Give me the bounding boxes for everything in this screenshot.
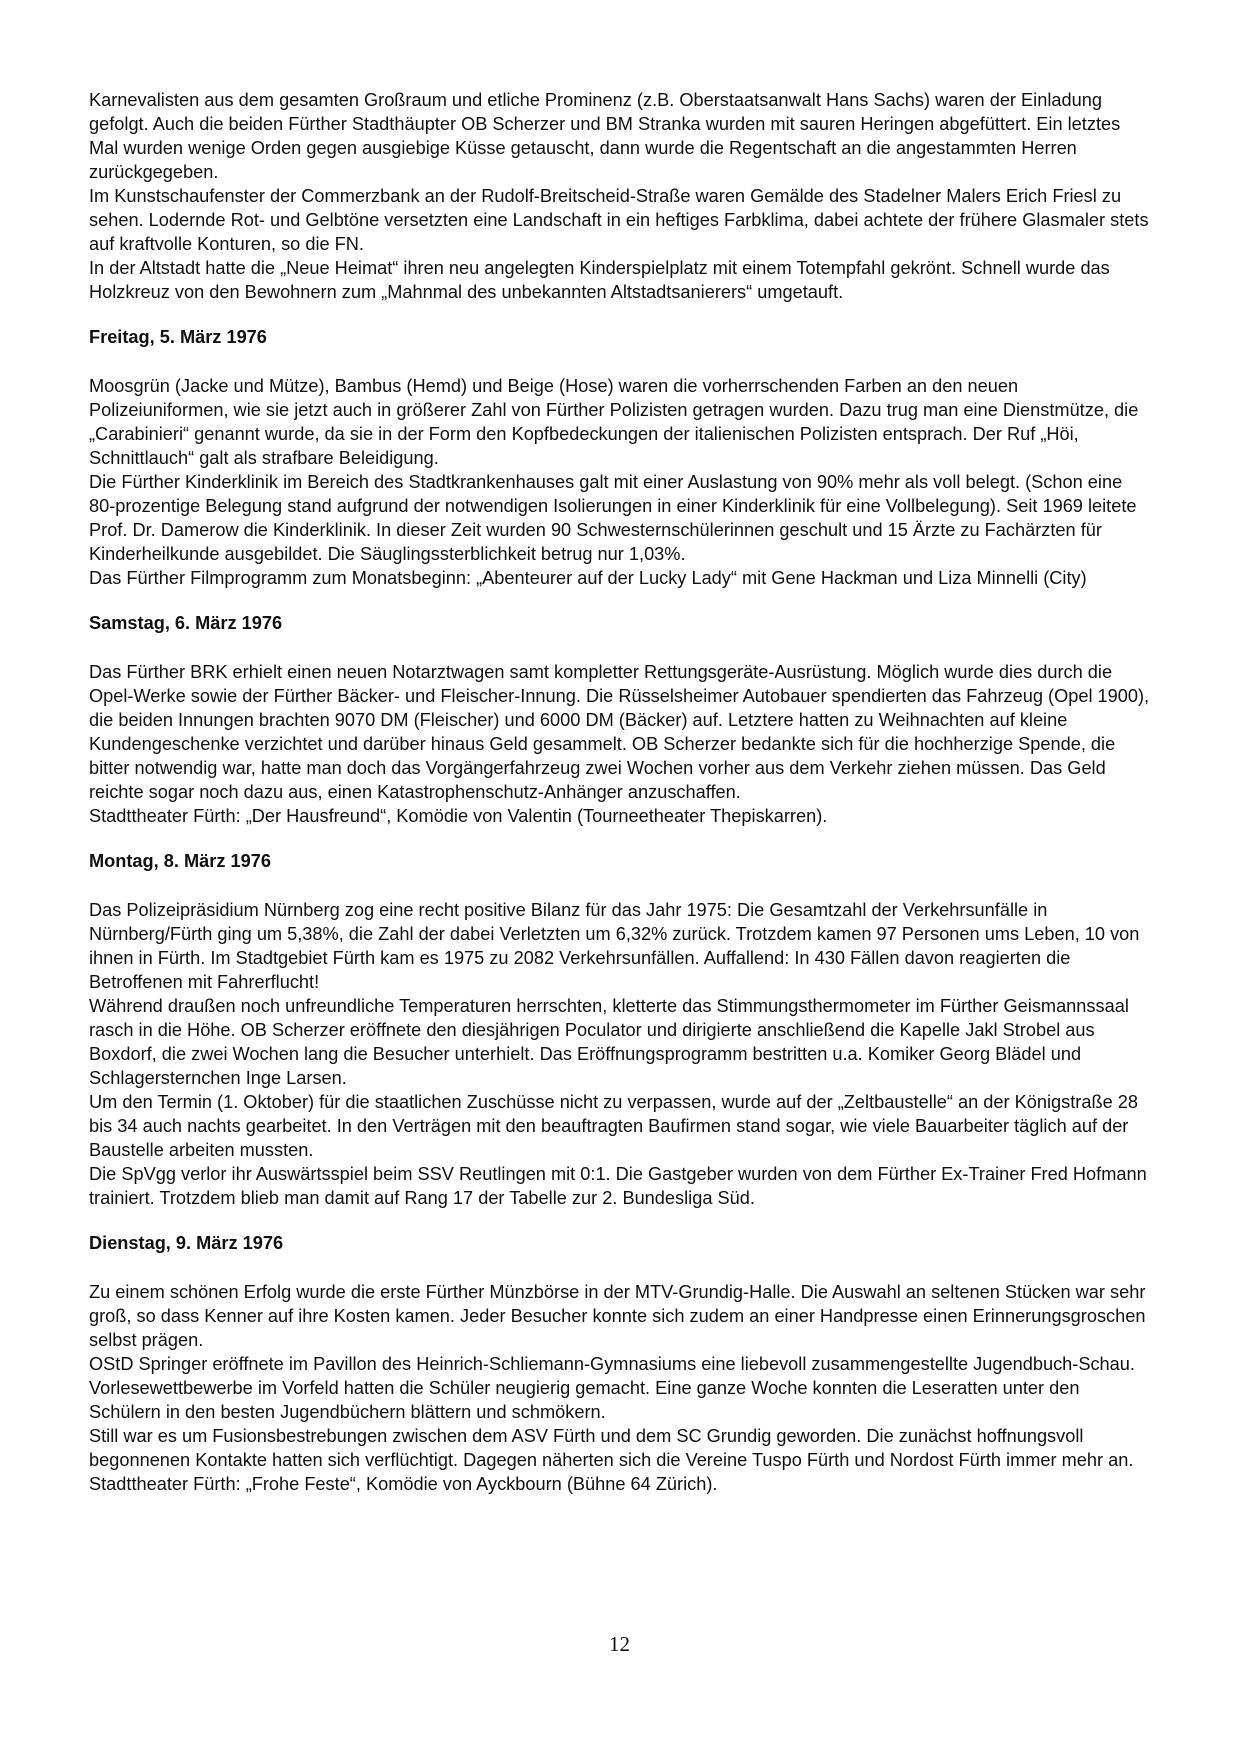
paragraph: OStD Springer eröffnete im Pavillon des Heinrich-Schliemann-Gymnasiums eine liebevoll zusammengestellte Jugendbuch-Schau. Vorlesewettbewerbe im Vorfeld hatten die Schüler neugierig gemacht. Eine ganze Woche konnten die Leseratten unter den Schülern in den besten Jugendbüchern blättern und schmökern. [89, 1354, 1135, 1422]
paragraph: Still war es um Fusionsbestrebungen zwischen dem ASV Fürth und dem SC Grundig geworden. Die zunächst hoffnungsvoll begonnenen Kontakte hatten sich verflüchtigt. Dagegen näherten sich die Vereine Tuspo Fürth und Nordost Fürth immer mehr an. [89, 1426, 1134, 1470]
paragraph: Die SpVgg verlor ihr Auswärtsspiel beim SSV Reutlingen mit 0:1. Die Gastgeber wurden von dem Fürther Ex-Trainer Fred Hofmann trainiert. Trotzdem blieb man damit auf Rang 17 der Tabelle zur 2. Bundesliga Süd. [89, 1164, 1147, 1208]
section-samstag [89, 611, 1151, 828]
section-heading: Freitag, 5. März 1976 [89, 327, 267, 347]
paragraph: Das Polizeipräsidium Nürnberg zog eine recht positive Bilanz für das Jahr 1975: Die Gesamtzahl der Verkehrsunfälle in Nürnberg/Fürth ging um 5,38%, die Zahl der dabei Verletzten um 6,32% zurück. Trotzdem kamen 97 Personen ums Leben, 10 von ihnen in Fürth. Im Stadtgebiet Fürth kam es 1975 zu 2082 Verkehrsunfällen. Auffallend: In 430 Fällen davon reagierten die Betroffenen mit Fahrerflucht! [89, 900, 1140, 992]
section-heading: Montag, 8. März 1976 [89, 851, 271, 871]
paragraph: Die Fürther Kinderklinik im Bereich des Stadtkrankenhauses galt mit einer Auslastung von 90% mehr als voll belegt. (Schon eine 80-prozentige Belegung stand aufgrund der notwendigen Isolierungen in einer Kinderklinik für eine Vollbelegung). Seit 1969 leitete Prof. Dr. Damerow die Kinderklinik. In dieser Zeit wurden 90 Schwesternschülerinnen geschult und 15 Ärzte zu Fachärzten für Kinderheilkunde ausgebildet. Die Säuglingssterblichkeit betrug nur 1,03%. [89, 472, 1137, 564]
section-heading: Samstag, 6. März 1976 [89, 613, 283, 633]
paragraph: Stadttheater Fürth: „Der Hausfreund“, Komödie von Valentin (Tourneetheater Thepiskarren). [89, 806, 828, 826]
paragraph: Während draußen noch unfreundliche Temperaturen herrschten, kletterte das Stimmungsthermometer im Fürther Geismannssaal rasch in die Höhe. OB Scherzer eröffnete den diesjährigen Poculator und dirigierte anschließend die Kapelle Jakl Strobel aus Boxdorf, die zwei Wochen lang die Besucher unterhielt. Das Eröffnungsprogramm bestritten u.a. Komiker Georg Blädel und Schlagersternchen Inge Larsen. [89, 996, 1129, 1088]
paragraph: Im Kunstschaufenster der Commerzbank an der Rudolf-Breitscheid-Straße waren Gemälde des Stadelner Malers Erich Friesl zu sehen. Lodernde Rot- und Gelbtöne versetzten eine Landschaft in ein heftiges Farbklima, dabei achtete der frühere Glasmaler stets auf kraftvolle Konturen, so die FN. [89, 186, 1149, 254]
paragraph: Das Fürther BRK erhielt einen neuen Notarztwagen samt kompletter Rettungsgeräte-Ausrüstung. Möglich wurde dies durch die Opel-Werke sowie der Fürther Bäcker- und Fleischer-Innung. Die Rüsselsheimer Autobauer spendierten das Fahrzeug (Opel 1900), die beiden Innungen brachten 9070 DM (Fleischer) und 6000 DM (Bäcker) auf. Letztere hatten zu Weihnachten auf kleine Kundengeschenke verzichtet und darüber hinaus Geld gesammelt. OB Scherzer bedankte sich für die hochherzige Spende, die bitter notwendig war, hatte man doch das Vorgängerfahrzeug zwei Wochen vorher aus dem Verkehr ziehen müssen. Das Geld reichte sogar noch dazu aus, einen Katastrophenschutz-Anhänger anzuschaffen. [89, 662, 1150, 802]
paragraph: Zu einem schönen Erfolg wurde die erste Fürther Münzbörse in der MTV-Grundig-Halle. Die Auswahl an seltenen Stücken war sehr groß, so dass Kenner auf ihre Kosten kamen. Jeder Besucher konnte sich zudem an einer Handpresse einen Erinnerungsgroschen selbst prägen. [89, 1282, 1146, 1350]
paragraph: Um den Termin (1. Oktober) für die staatlichen Zuschüsse nicht zu verpassen, wurde auf der „Zeltbaustelle“ an der Königstraße 28 bis 34 auch nachts gearbeitet. In den Verträgen mit den beauftragten Baufirmen stand sogar, wie viele Bauarbeiter täglich auf der Baustelle arbeiten mussten. [89, 1092, 1138, 1160]
section-montag [89, 849, 1151, 1210]
paragraph: In der Altstadt hatte die „Neue Heimat“ ihren neu angelegten Kinderspielplatz mit einem Totempfahl gekrönt. Schnell wurde das Holzkreuz von den Bewohnern zum „Mahnmal des unbekannten Altstadtsanierers“ umgetauft. [89, 258, 1110, 302]
section-dienstag [89, 1231, 1151, 1496]
paragraph: Das Fürther Filmprogramm zum Monatsbeginn: „Abenteurer auf der Lucky Lady“ mit Gene Hackman und Liza Minnelli (City) [89, 568, 1087, 588]
paragraph: Karnevalisten aus dem gesamten Großraum und etliche Prominenz (z.B. Oberstaatsanwalt Hans Sachs) waren der Einladung gefolgt. Auch die beiden Fürther Stadthäupter OB Scherzer und BM Stranka wurden mit sauren Heringen abgefüttert. Ein letztes Mal wurden wenige Orden gegen ausgiebige Küsse getauscht, dann wurde die Regentschaft an die angestammten Herren zurückgegeben. [89, 90, 1121, 182]
page-number: 12 [609, 1632, 630, 1656]
document-body [89, 88, 1151, 1496]
paragraph: Stadttheater Fürth: „Frohe Feste“, Komödie von Ayckbourn (Bühne 64 Zürich). [89, 1474, 718, 1494]
section-heading: Dienstag, 9. März 1976 [89, 1233, 284, 1253]
section-freitag [89, 325, 1151, 590]
intro-text [89, 88, 1151, 304]
paragraph: Moosgrün (Jacke und Mütze), Bambus (Hemd) und Beige (Hose) waren die vorherrschenden Farben an den neuen Polizeiuniformen, wie sie jetzt auch in größerer Zahl von Fürther Polizisten getragen wurden. Dazu trug man eine Dienstmütze, die „Carabinieri“ genannt wurde, da sie in der Form den Kopfbedeckungen der italienischen Polizisten entsprach. Der Ruf „Höi, Schnittlauch“ galt als strafbare Beleidigung. [89, 376, 1139, 468]
